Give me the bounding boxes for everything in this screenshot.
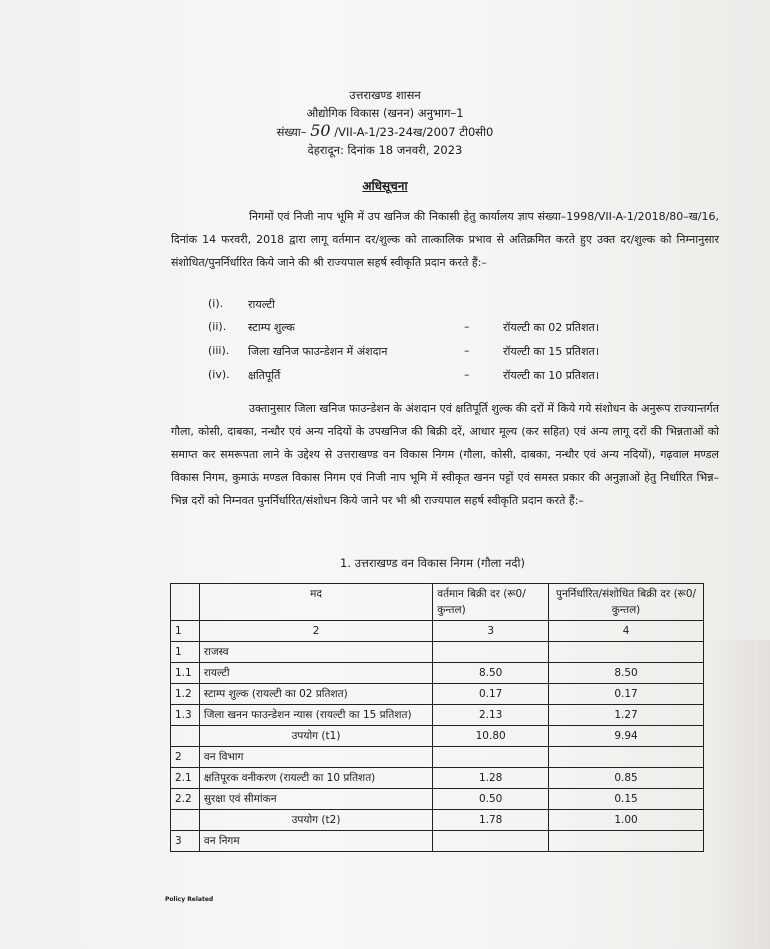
table-column-number-row: 1 2 3 4 [171,621,704,642]
government-name: उत्तराखण्ड शासन [349,88,421,102]
paragraph-2: उक्तानुसार जिला खनिज फाउन्डेशन के अंशदान एवं क्षतिपूर्ति शुल्क की दरों में किये गये संशोधन के अनुरूप राज्यान्तर्गत गौला, कोसी, दाबका, नन्धौर एवं अन्य नदियों के उपखनिज की बिक्री दरें, आधार मूल्य (कर सहित) एवं अन्य लागू दरों की भिन्नताओं को समाप्त कर समरूपता लाने के उद्देश्य से उत्तराखण्ड वन विकास निगम (गौला, कोसी, दाबका, नन्धौर एवं अन्य नदियों), गढ़वाल मण्डल विकास निगम, कुमाऊं मण्डल विकास निगम एवं निजी नाप भूमि में स्वीकृत खनन पट्टों एवं समस्त प्रकार की अनुज्ञाओं हेतु निर्धारित भिन्न–भिन्न दरों को निम्नवत पुनर्निर्धारित/संशोधन किये जाने पर भी श्री राज्यपाल सहर्ष स्वीकृति प्रदान करते हैं:– [171,402,719,507]
table-row: 1.2 स्टाम्प शुल्क (रायल्टी का 02 प्रतिशत) 0.17 0.17 [171,684,704,705]
page-shadow [710,640,770,949]
table-row: 2.2 सुरक्षा एवं सीमांकन 0.50 0.15 [171,789,704,810]
notification-title: अधिसूचना [362,179,408,193]
table-caption: 1. उत्तराखण्ड वन विकास निगम (गौला नदी) [340,556,525,570]
table-row: 2.1 क्षतिपूरक वनीकरण (रायल्टी का 10 प्रतिशत) 1.28 0.85 [171,768,704,789]
rates-table [170,583,704,852]
document-page: उत्तराखण्ड शासन औद्योगिक विकास (खनन) अनुभाग–1 संख्या– 50 /VII-A-1/23-24ख/2007 टी0सी0 देहरादून: दिनांक 18 जनवरी, 2023 अधिसूचना निगमों एवं निजी नाप भूमि में उप खनिज की निकासी हेतु कार्यालय ज्ञाप संख्या–1998/VII-A-1/2018/80–ख/16, दिनांक 14 फरवरी, 2018 द्वारा लागू वर्तमान दर/शुल्क को तात्कालिक प्रभाव से अतिक्रमित करते हुए उक्त दर/शुल्क को निम्नानुसार संशोधित/पुनर्निर्धारित किये जाने की श्री राज्यपाल सहर्ष स्वीकृति प्रदान करते हैं:– (i). रायल्टी (ii). स्टाम्प शुल्क – रॉयल्टी का 02 प्रतिशत। (iii). जिला खनिज फाउन्डेशन में अंशदान – रॉयल्टी का 15 प्रतिशत। (iv). क्षतिपूर्ति – रॉयल्टी का 10 प्रतिशत। उक्तानुसार जिला खनिज फाउन्डेशन के अंशदान एवं क्षतिपूर्ति शुल्क की दरों में किये गये संशोधन के अनुरूप राज्यान्तर्गत गौला, कोसी, दाबका, नन्धौर एवं अन्य नदियों के उपखनिज की बिक्री दरें, आधार मूल्य (कर सहित) एवं अन्य लागू दरों की भिन्नताओं को समाप्त कर समरूपता लाने के उद्देश्य से उत्तराखण्ड वन विकास निगम (गौला, कोसी, दाबका, नन्धौर एवं अन्य नदियों), गढ़वाल मण्डल विकास निगम, कुमाऊं मण्डल विकास निगम एवं निजी नाप भूमि में स्वीकृत खनन पट्टों एवं समस्त प्रकार की अनुज्ञाओं हेतु निर्धारित भिन्न–भिन्न दरों को निम्नवत पुनर्निर्धारित/संशोधन किये जाने पर भी श्री राज्यपाल सहर्ष स्वीकृति प्रदान करते हैं:– 1. उत्तराखण्ड वन विकास निगम (गौला नदी) मद वर्तमान बिक्री दर (रू0/कुन्तल) पुनर्निर्धारित/संशोधित बिक्री दर (रू0/कुन्तल) 1 2 3 4 1 राजस्व 1.1 रायल्टी 8.50 8.50 1.2 स्टाम्प शुल्क (रायल्टी का 02 प्रतिशत) 0.17 0.17 1.3 जिला खनन फाउन्डेशन न्यास (रायल्टी का 15 प्रतिशत) 2.13 1.27 उपयोग (t1) 10.80 9.94 2 वन विभाग 2.1 क्षतिपूरक वनीकरण (रायल्टी का 10 प्रतिशत) 1.28 0.85 2.2 सुरक्षा एवं सीमांकन 0.50 0.15 उपयोग (t2) 1.78 1.00 3 वन निगम Policy Related [0,0,770,949]
table-row: 1.3 जिला खनन फाउन्डेशन न्यास (रायल्टी का 15 प्रतिशत) 2.13 1.27 [171,705,704,726]
table-row: 1.1 रायल्टी 8.50 8.50 [171,663,704,684]
reference-handwritten-number: 50 [310,121,331,140]
reference-number [0,122,770,141]
table-subtotal-row: उपयोग (t1) 10.80 9.94 [171,726,704,747]
department-section: औद्योगिक विकास (खनन) अनुभाग–1 [306,106,464,120]
place-date: देहरादून: दिनांक 18 जनवरी, 2023 [307,143,463,157]
table-row: 2 वन विभाग [171,747,704,768]
table-subtotal-row: उपयोग (t2) 1.78 1.00 [171,810,704,831]
table-row: 3 वन निगम [171,831,704,852]
table-row: 1 राजस्व [171,642,704,663]
reference-suffix: /VII-A-1/23-24ख/2007 टी0सी0 [334,125,494,139]
footer-note: Policy Related [165,896,214,903]
table-header-row: मद वर्तमान बिक्री दर (रू0/कुन्तल) पुनर्निर्धारित/संशोधित बिक्री दर (रू0/कुन्तल) [171,584,704,621]
reference-prefix: संख्या– [276,125,307,139]
paragraph-1: निगमों एवं निजी नाप भूमि में उप खनिज की निकासी हेतु कार्यालय ज्ञाप संख्या–1998/VII-A-1/2018/80–ख/16, दिनांक 14 फरवरी, 2018 द्वारा लागू वर्तमान दर/शुल्क को तात्कालिक प्रभाव से अतिक्रमित करते हुए उक्त दर/शुल्क को निम्नानुसार संशोधित/पुनर्निर्धारित किये जाने की श्री राज्यपाल सहर्ष स्वीकृति प्रदान करते हैं:– [171,210,719,269]
